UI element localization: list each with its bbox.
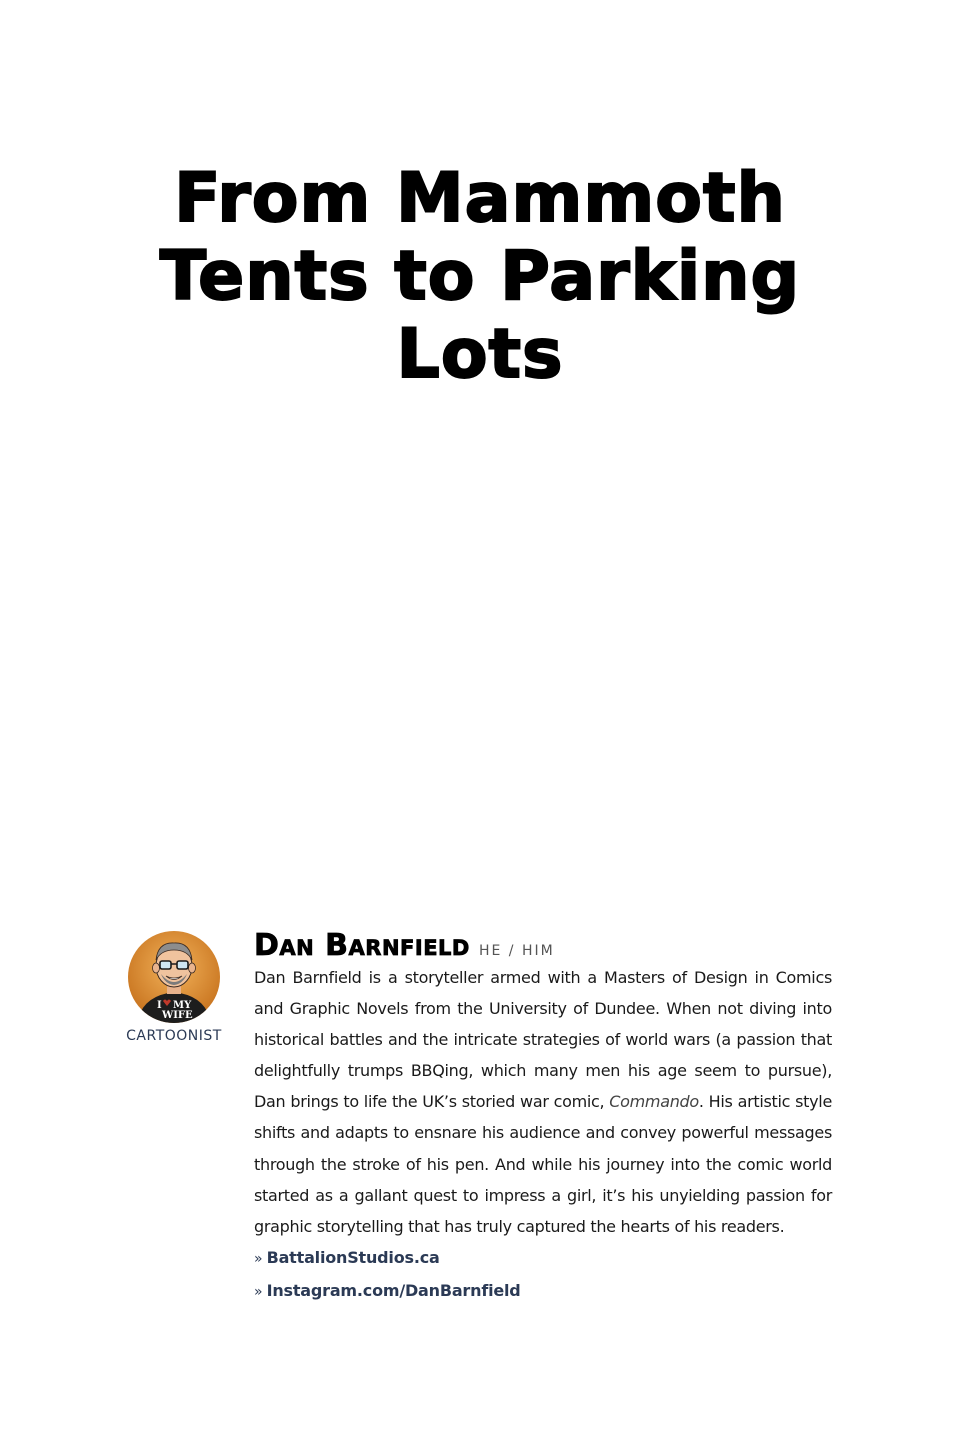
avatar-shirt-text: I [157, 1000, 162, 1011]
instagram-link[interactable]: Instagram.com/DanBarnfield [266, 1280, 521, 1300]
avatar-shirt-text: WIFE [162, 1010, 193, 1021]
story-title [80, 160, 880, 394]
contributor-name: Dan Barnfield [254, 928, 470, 963]
bullet-icon: » [254, 1283, 263, 1300]
bio-italic-title: Commando [609, 1092, 699, 1112]
bio-text [254, 962, 832, 1242]
story-title-line: Tents to Parking [159, 237, 801, 316]
contributor-pronouns: HE / HIM [478, 943, 555, 959]
story-title-line: From Mammoth [174, 159, 786, 238]
link-list [254, 1242, 832, 1308]
avatar-shirt-text: MY [173, 1000, 192, 1011]
avatar [127, 930, 221, 1024]
contributor-role: CARTOONIST [126, 1028, 222, 1044]
link-item [254, 1275, 832, 1308]
bio-text-part: . His artistic style shifts and adapts to ensnare his audience and convey powerful messages through the stroke of his pen. And while his journey into the comic world started as a gallant quest to impress a girl, it’s his unyielding passion for graphic storytelling that has truly captured the hearts of his readers. [254, 1092, 832, 1236]
website-link[interactable]: BattalionStudios.ca [266, 1247, 440, 1267]
avatar-block [118, 930, 230, 1044]
bio-content [254, 928, 832, 1308]
story-title-line: Lots [396, 315, 564, 394]
bio-text-part: Dan Barnfield is a storyteller armed with a Masters of Design in Comics and Graphic Novels from the University of Dundee. When not diving into historical battles and the intricate strategies of world wars (a passion that delightfully trumps BBQing, which many men his age seem to pursue), Dan brings to life the UK’s storied war comic, [254, 968, 832, 1112]
link-item [254, 1242, 832, 1275]
name-line [254, 928, 832, 962]
bullet-icon: » [254, 1250, 263, 1267]
